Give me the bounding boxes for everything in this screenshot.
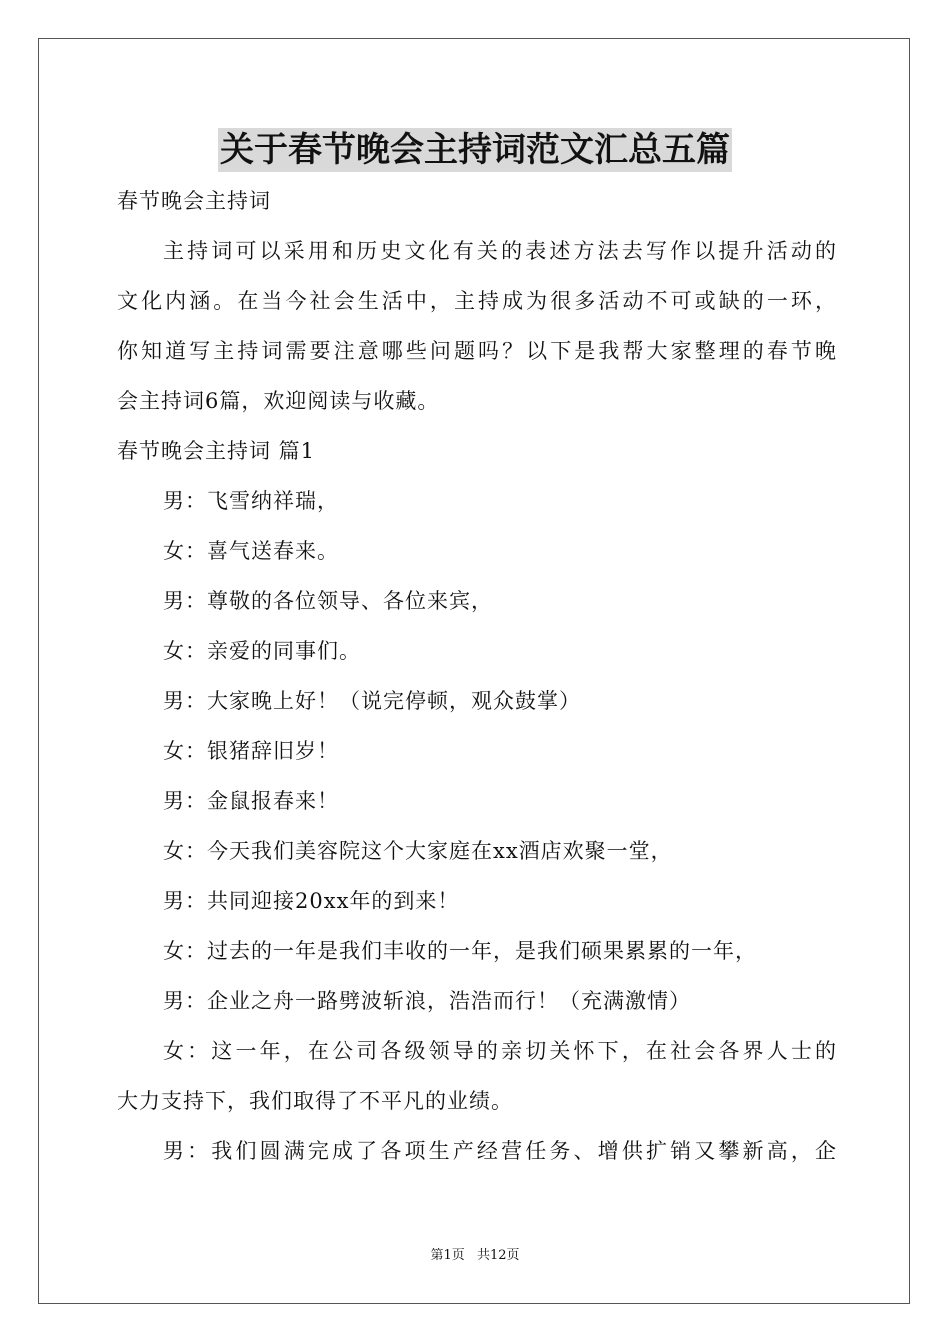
document-title: 关于春节晚会主持词范文汇总五篇: [220, 130, 730, 170]
text-line: 女：银猪辞旧岁！: [163, 739, 339, 763]
text-line: 文化内涵。在当今社会生活中，主持成为很多活动不可或缺的一环，: [117, 289, 837, 313]
text-line: 男：飞雪纳祥瑞，: [163, 489, 339, 513]
text-line: 男：共同迎接20xx年的到来！: [163, 889, 460, 913]
text-line: 男：尊敬的各位领导、各位来宾，: [163, 589, 493, 613]
text-line: 女：喜气送春来。: [163, 539, 339, 563]
text-line: 男：企业之舟一路劈波斩浪，浩浩而行！（充满激情）: [163, 989, 691, 1013]
text-line: 女：亲爱的同事们。: [163, 639, 361, 663]
text-line: 女：今天我们美容院这个大家庭在xx酒店欢聚一堂，: [163, 839, 673, 863]
document-body: [117, 176, 837, 1176]
text-line: 女：这一年，在公司各级领导的亲切关怀下，在社会各界人士的: [163, 1039, 837, 1063]
text-line: 你知道写主持词需要注意哪些问题吗？以下是我帮大家整理的春节晚: [117, 339, 837, 363]
text-line: 主持词可以采用和历史文化有关的表述方法去写作以提升活动的: [163, 239, 837, 263]
text-line: 男：我们圆满完成了各项生产经营任务、增供扩销又攀新高，企: [163, 1139, 837, 1163]
page-number: 第1页: [430, 1248, 465, 1263]
text-line: 大力支持下，我们取得了不平凡的业绩。: [117, 1089, 513, 1113]
title-block: [0, 128, 950, 172]
page-footer: [0, 1246, 950, 1266]
page-total: 共12页: [476, 1248, 520, 1263]
text-line: 女：过去的一年是我们丰收的一年，是我们硕果累累的一年，: [163, 939, 757, 963]
text-line: 男：金鼠报春来！: [163, 789, 339, 813]
text-line: 会主持词6篇，欢迎阅读与收藏。: [117, 389, 440, 413]
text-line: 春节晚会主持词: [117, 189, 271, 213]
text-line: 春节晚会主持词 篇1: [117, 439, 316, 463]
text-line: 男：大家晚上好！（说完停顿，观众鼓掌）: [163, 689, 581, 713]
